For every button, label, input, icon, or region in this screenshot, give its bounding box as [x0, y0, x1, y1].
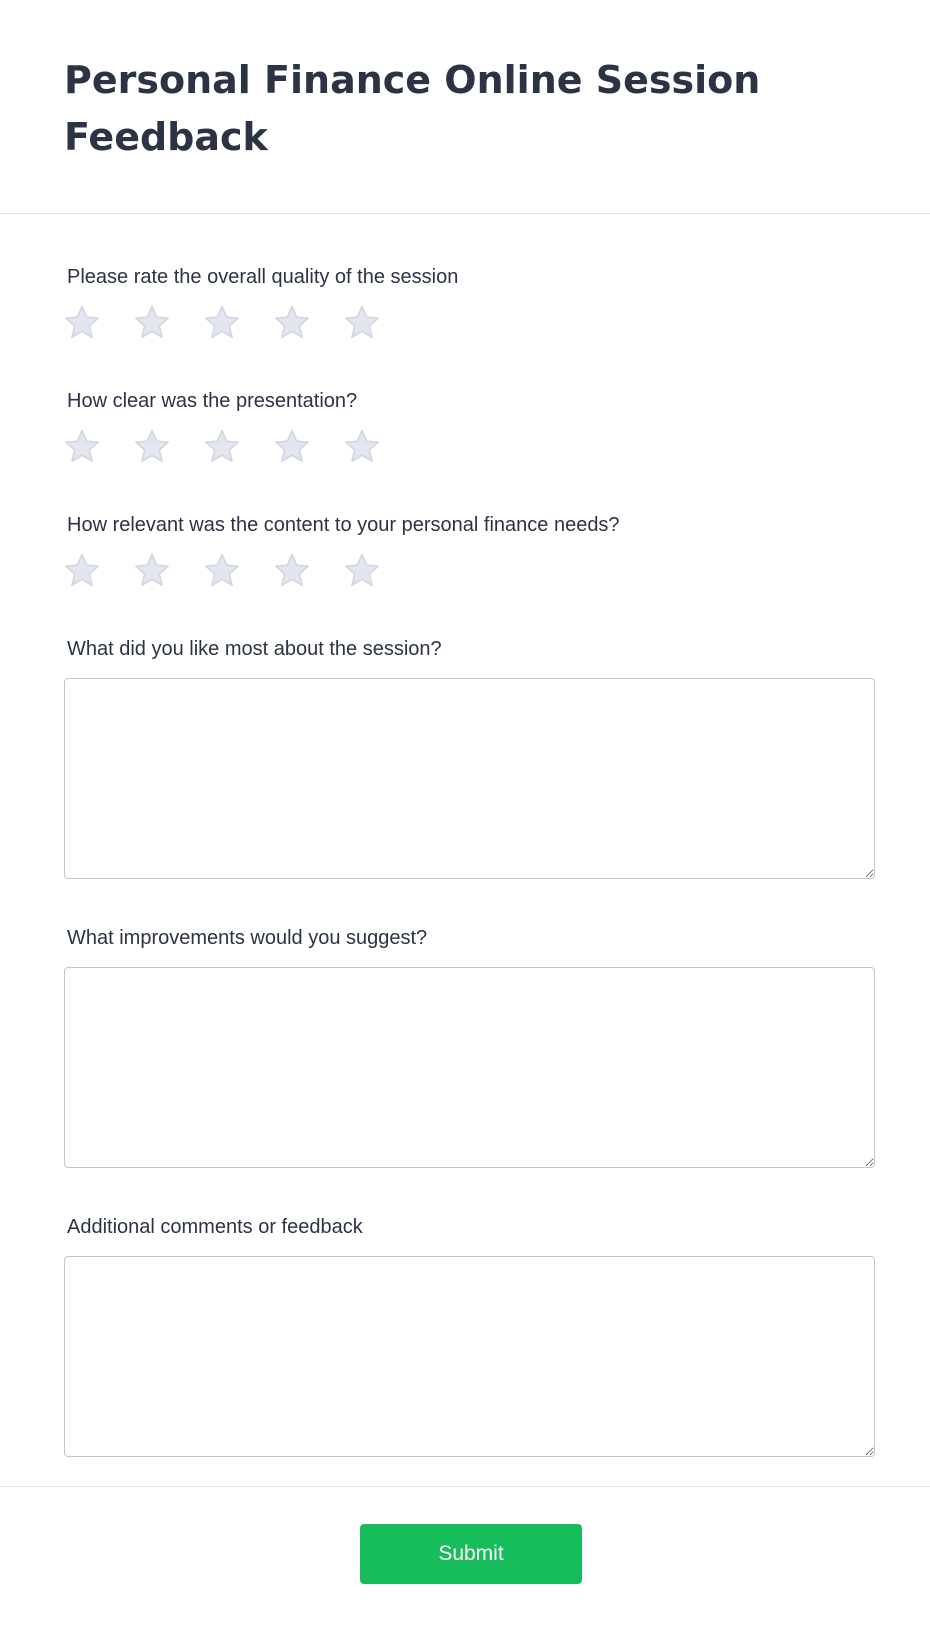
- star-icon[interactable]: [202, 427, 242, 467]
- star-icon[interactable]: [132, 303, 172, 343]
- additional-comments-textarea[interactable]: [64, 1256, 875, 1457]
- star-icon[interactable]: [62, 551, 102, 591]
- star-rating-relevance[interactable]: [62, 551, 382, 595]
- rating-question-label-clarity: How clear was the presentation?: [67, 390, 358, 412]
- star-icon[interactable]: [272, 427, 312, 467]
- star-icon[interactable]: [62, 427, 102, 467]
- star-icon[interactable]: [272, 303, 312, 343]
- star-icon[interactable]: [202, 303, 242, 343]
- star-icon[interactable]: [62, 303, 102, 343]
- star-icon[interactable]: [342, 551, 382, 591]
- page-title: Personal Finance Online Session Feedback: [64, 58, 761, 159]
- text-question-label-liked: What did you like most about the session?: [67, 638, 442, 660]
- rating-question-label-quality: Please rate the overall quality of the session: [67, 266, 459, 288]
- form-header: [0, 0, 930, 214]
- star-icon[interactable]: [342, 427, 382, 467]
- star-icon[interactable]: [202, 551, 242, 591]
- liked-most-textarea[interactable]: [64, 678, 875, 879]
- text-question-label-improvements: What improvements would you suggest?: [67, 927, 428, 949]
- text-question-label-comments: Additional comments or feedback: [67, 1216, 363, 1238]
- rating-question-label-relevance: How relevant was the content to your personal finance needs?: [67, 514, 620, 536]
- star-icon[interactable]: [132, 551, 172, 591]
- star-rating-quality[interactable]: [62, 303, 382, 347]
- submit-button[interactable]: Submit: [360, 1524, 582, 1584]
- form-footer: [0, 1486, 930, 1632]
- star-icon[interactable]: [342, 303, 382, 343]
- star-icon[interactable]: [132, 427, 172, 467]
- star-rating-clarity[interactable]: [62, 427, 382, 471]
- improvements-textarea[interactable]: [64, 967, 875, 1168]
- star-icon[interactable]: [272, 551, 312, 591]
